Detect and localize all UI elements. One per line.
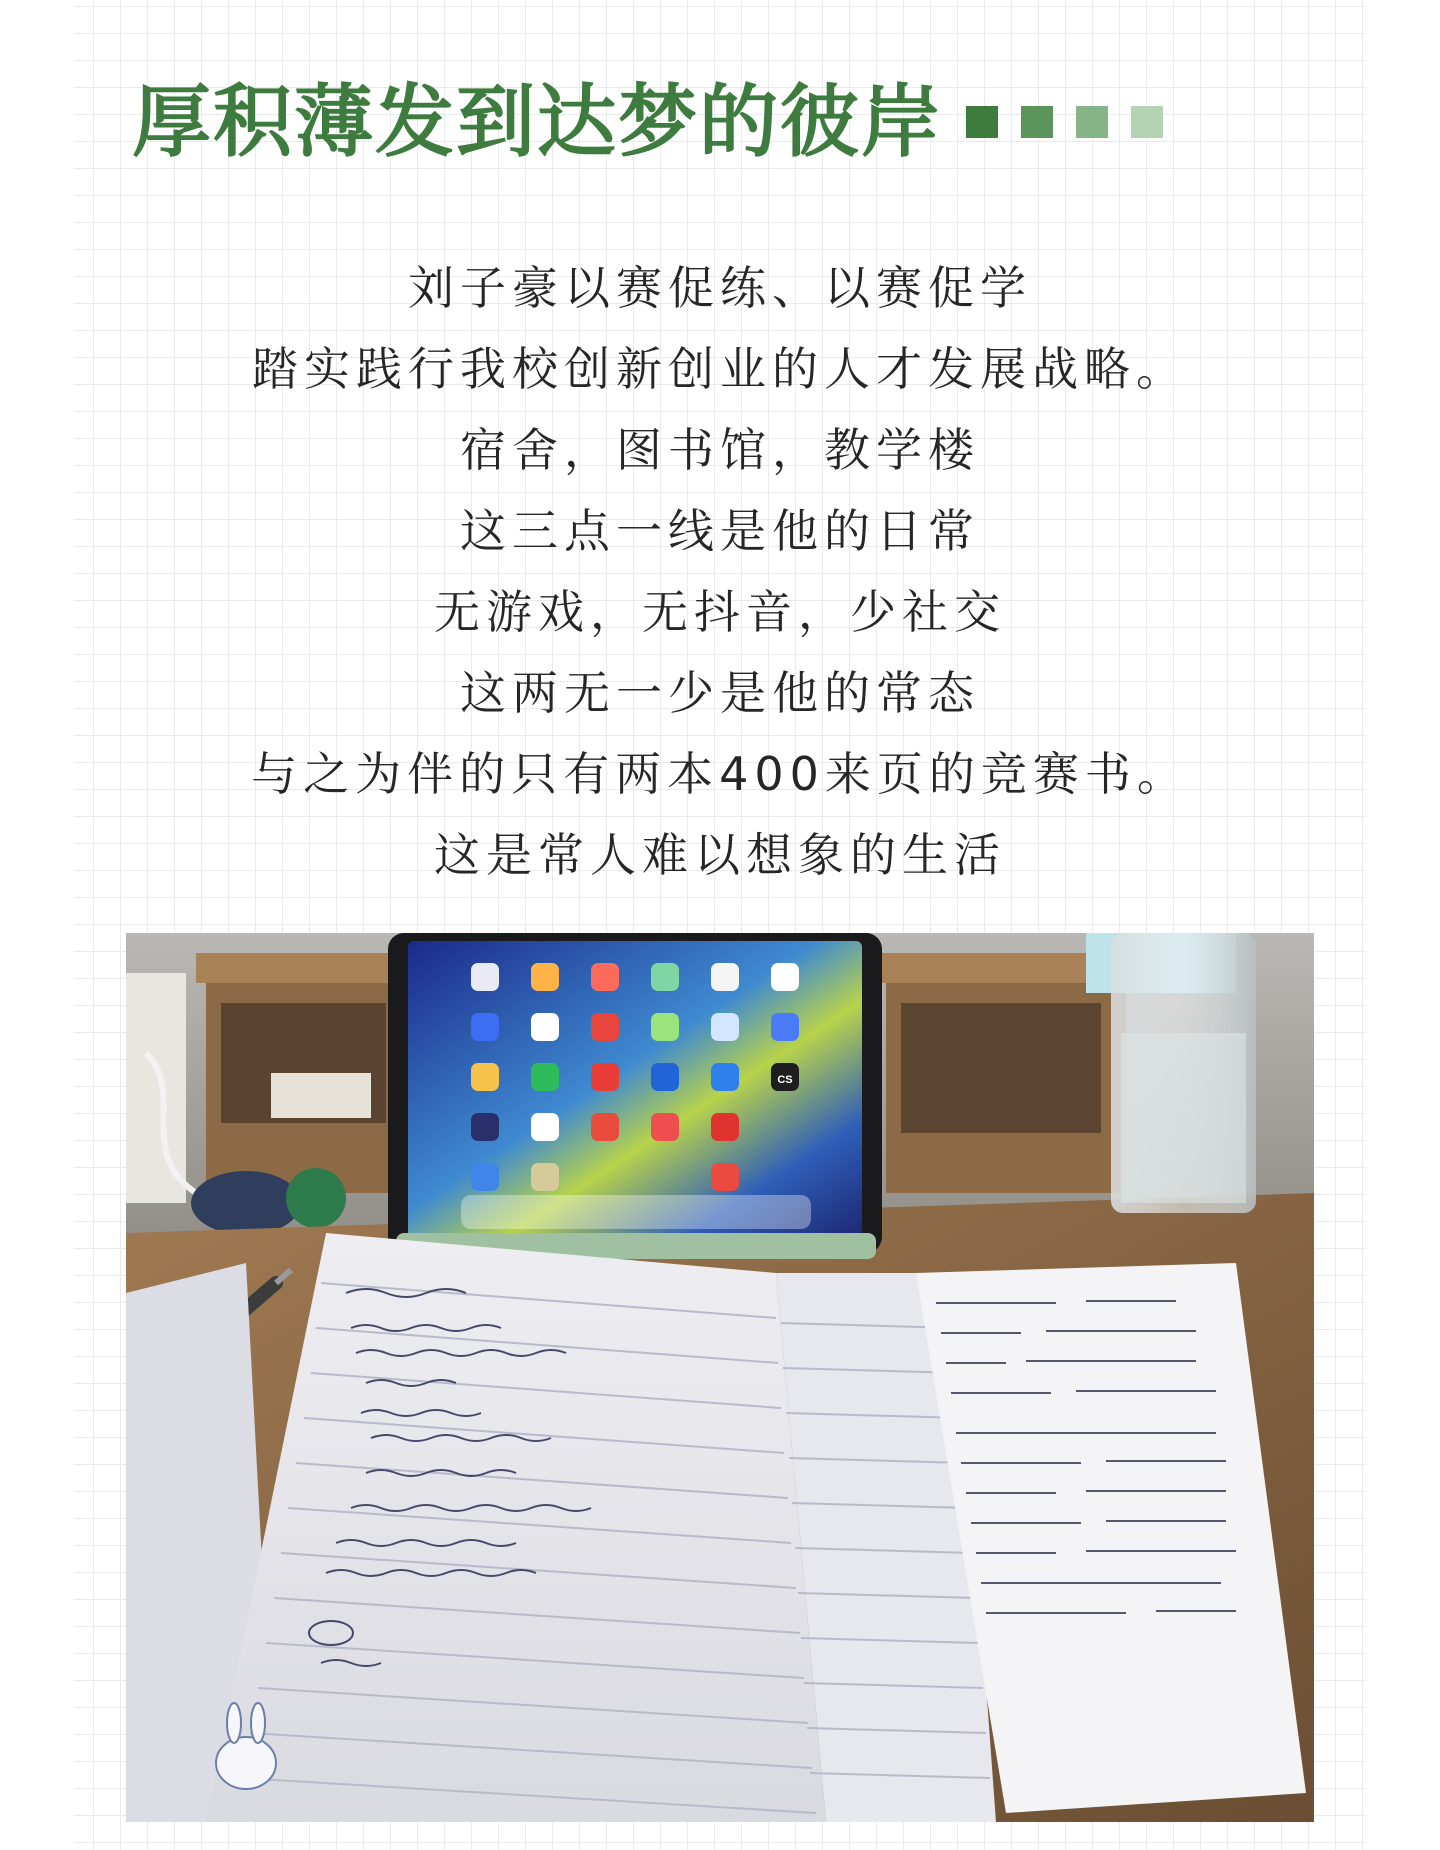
fan-object (126, 973, 186, 1203)
decoration-square (1131, 106, 1163, 138)
body-line: 刘子豪以赛促练、以赛促学 (408, 261, 1032, 315)
heading-title: 厚积薄发到达梦的彼岸 (132, 76, 942, 168)
section-heading (132, 60, 1186, 170)
shelf-right-cavity (901, 1003, 1101, 1133)
earbuds-case (191, 1171, 301, 1235)
body-line: 这是常人难以想象的生活 (434, 828, 1006, 882)
tablet-app-badge: CS (777, 1074, 793, 1086)
heading-decoration (966, 106, 1186, 138)
decoration-square (966, 106, 998, 138)
body-line: 这两无一少是他的常态 (460, 666, 980, 720)
decoration-square (1021, 106, 1053, 138)
shelf-left (196, 953, 416, 983)
body-line: 宿舍，图书馆，教学楼 (460, 423, 980, 477)
tablet-dock (461, 1195, 811, 1229)
right-margin (1366, 0, 1440, 1850)
body-line: 无游戏，无抖音，少社交 (434, 585, 1006, 639)
body-line: 踏实践行我校创新创业的人才发展战略。 (252, 342, 1188, 396)
body-line: 与之为伴的只有两本400来页的竞赛书。 (251, 747, 1189, 801)
body-line: 这三点一线是他的日常 (460, 504, 980, 558)
router-box (271, 1073, 371, 1118)
left-margin (0, 0, 74, 1850)
desk-study-photo (126, 933, 1314, 1822)
body-text (74, 248, 1366, 896)
water (1121, 1033, 1246, 1203)
keychain (286, 1168, 346, 1228)
decoration-square (1076, 106, 1108, 138)
